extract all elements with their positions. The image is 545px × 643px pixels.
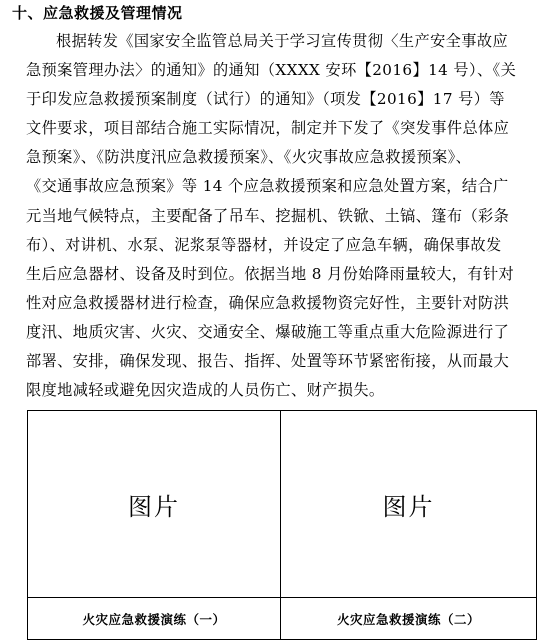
- paragraph-line: 元当地气候特点，主要配备了吊车、挖掘机、铁锨、土镐、篷布（彩条: [26, 207, 510, 225]
- paragraph-line: 《交通事故应急预案》等 14 个应急救援预案和应急处置方案，结合广: [26, 177, 509, 195]
- figure-image-cell-2: [281, 411, 536, 597]
- paragraph-line: 根据转发《国家安全监管总局关于学习宣传贯彻〈生产安全事故应: [56, 32, 509, 50]
- paragraph-line: 生后应急器材、设备及时到位。依据当地 8 月份始降雨量较大，有针对: [26, 265, 515, 283]
- section-heading: 十、应急救援及管理情况: [12, 4, 183, 22]
- caption-row: [28, 597, 536, 639]
- paragraph-line: 限度地减轻或避免因灾造成的人员伤亡、财产损失。: [26, 381, 385, 399]
- paragraph-line: 文件要求，项目部结合施工实际情况，制定并下发了《突发事件总体应: [26, 119, 510, 137]
- figure-caption-2: 火灾应急救援演练（二）: [336, 612, 480, 627]
- paragraph-line: 布）、对讲机、水泵、泥浆泵等器材，并设定了应急车辆，确保事故发: [26, 236, 502, 254]
- figure-table: [27, 410, 537, 640]
- paragraph-line: 急预案》、《防洪度汛应急救援预案》、《火灾事故应急救援预案》、: [26, 148, 472, 166]
- image-placeholder-label: 图片: [128, 492, 180, 521]
- paragraph-line: 性对应急救援器材进行检查，确保应急救援物资完好性，主要针对防洪: [26, 294, 510, 312]
- figure-image-cell-1: [28, 411, 281, 597]
- image-placeholder-label: 图片: [382, 492, 435, 521]
- paragraph-line: 于印发应急救援预案制度（试行）的通知》（项发【2016】17 号）等: [26, 90, 505, 108]
- paragraph-line: 部署、安排，确保发现、报告、指挥、处置等环节紧密衔接，从而最大: [26, 352, 510, 370]
- figure-caption-1: 火灾应急救援演练（一）: [28, 598, 281, 640]
- paragraph-line: 度汛、地质灾害、火灾、交通安全、爆破施工等重点重大危险源进行了: [26, 323, 510, 341]
- paragraph-line: 急预案管理办法〉的通知》的通知（XXXX 安环【2016】14 号）、《关: [26, 61, 517, 79]
